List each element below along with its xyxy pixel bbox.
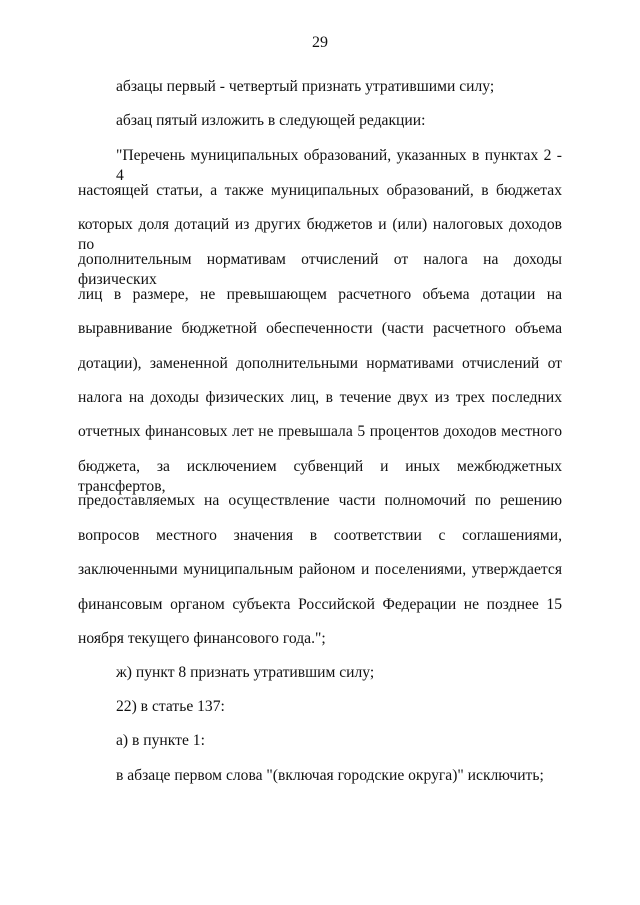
quoted-paragraph-line: лиц в размере, не превышающем расчетного объема дотации на xyxy=(78,286,562,303)
quoted-paragraph-last-line: ноября текущего финансового года."; xyxy=(78,630,326,647)
quoted-paragraph-line: бюджета, за исключением субвенций и иных межбюджетных трансфертов, xyxy=(78,458,562,495)
paragraph-repeal-first-to-fourth: абзацы первый - четвертый признать утратившими силу; xyxy=(116,78,495,95)
quoted-paragraph-line: заключенными муниципальным районом и поселениями, утверждается xyxy=(78,561,562,578)
quoted-paragraph-line: финансовым органом субъекта Российской Федерации не позднее 15 xyxy=(78,596,562,613)
quoted-paragraph-line: налога на доходы физических лиц, в течение двух из трех последних xyxy=(78,389,562,406)
quoted-paragraph-line: которых доля дотаций из других бюджетов и (или) налоговых доходов по xyxy=(78,216,562,253)
quoted-paragraph-line: предоставляемых на осуществление части полномочий по решению xyxy=(78,492,562,509)
paragraph-point-8-repeal: ж) пункт 8 признать утратившим силу; xyxy=(116,664,375,681)
quoted-paragraph-line: дополнительным нормативам отчислений от налога на доходы физических xyxy=(78,251,562,288)
quoted-paragraph-line: отчетных финансовых лет не превышала 5 процентов доходов местного xyxy=(78,423,562,440)
quoted-paragraph-line: настоящей статьи, а также муниципальных образований, в бюджетах xyxy=(78,182,562,199)
paragraph-first-abzats-change: в абзаце первом слова "(включая городские округа)" исключить; xyxy=(116,767,544,784)
paragraph-item-22: 22) в статье 137: xyxy=(116,698,225,715)
paragraph-subitem-a: а) в пункте 1: xyxy=(116,732,205,749)
page-number: 29 xyxy=(312,34,328,51)
quoted-paragraph-line: вопросов местного значения в соответствии с соглашениями, xyxy=(78,527,562,544)
paragraph-fifth-new-wording: абзац пятый изложить в следующей редакции: xyxy=(116,112,426,129)
quoted-paragraph-line: выравнивание бюджетной обеспеченности (части расчетного объема xyxy=(78,320,562,337)
quoted-paragraph-line: дотации), замененной дополнительными нормативами отчислений от xyxy=(78,355,562,372)
quoted-paragraph-line: "Перечень муниципальных образований, указанных в пунктах 2 - 4 xyxy=(116,147,562,184)
